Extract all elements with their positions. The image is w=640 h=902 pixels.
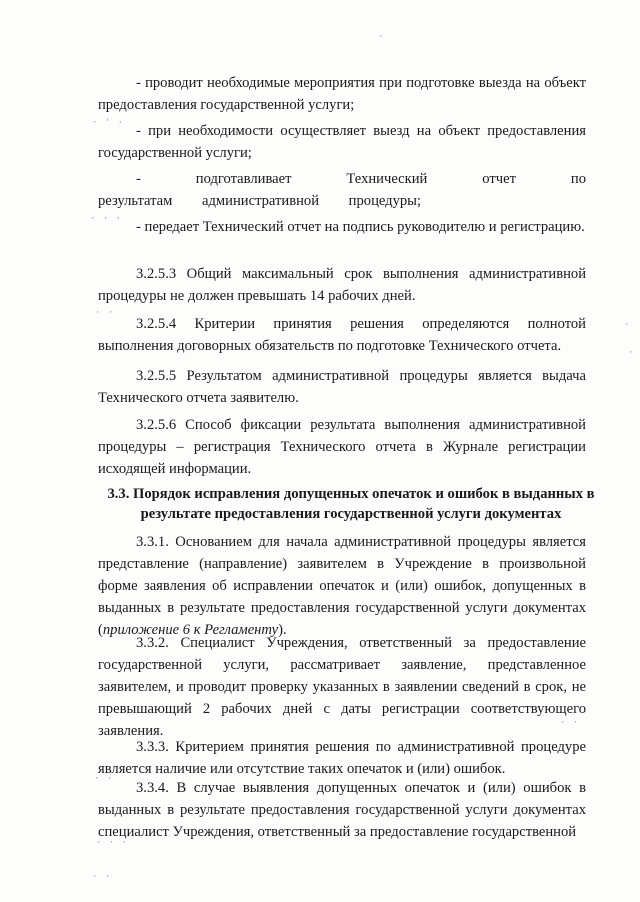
paragraph-item: 3.2.5.5 Результатом административной процедуры является выдача Технического отчета заявителю. (98, 368, 586, 406)
paragraph-item: 3.3.3. Критерием принятия решения по административной процедуре является наличие или отсутствие таких опечаток и (или) ошибок. (98, 739, 586, 777)
paragraph-item: - подготавливает Технический отчет по результатам административной процедуры; (98, 171, 586, 209)
paragraph-item: 3.3.4. В случае выявления допущенных опечаток и (или) ошибок в выданных в результате предоставления государственной услуги документах специалист Учреждения, ответственный за предоставление государственной (98, 780, 586, 840)
scan-speck: · (378, 32, 385, 42)
paragraph-item: - проводит необходимые мероприятия при подготовке выезда на объект предоставления государственной услуги; (98, 75, 586, 113)
scan-speck: · · (95, 308, 115, 318)
scan-speck: · (628, 348, 635, 358)
appendix-reference: приложение 6 к Регламенту (102, 622, 279, 638)
scan-speck: · ' · (92, 118, 125, 128)
scan-speck: · · · (96, 838, 129, 848)
paragraph-item (98, 531, 586, 641)
paragraph-item: - при необходимости осуществляет выезд на объект предоставления государственной услуги; (98, 123, 586, 161)
paragraph-item: - передает Технический отчет на подпись руководителю и регистрацию. (136, 219, 585, 235)
scan-speck: · · · (90, 214, 123, 224)
paragraph-item: 3.2.5.3 Общий максимальный срок выполнения административной процедуры не должен превышать 14 рабочих дней. (98, 266, 586, 304)
paragraph-tail: ). (278, 622, 287, 638)
section-heading: 3.3. Порядок исправления допущенных опечаток и ошибок в выданных в результате предоставления государственной услуги документах (107, 486, 595, 522)
scan-speck: · (624, 320, 631, 330)
scan-speck: · · (560, 718, 580, 728)
paragraph-item: 3.3.2. Специалист Учреждения, ответственный за предоставление государственной услуги, рассматривает заявление, представленное заявителем, и проводит проверку указанных в заявлении сведений в срок, не превышающий 2 рабочих дней с даты регистрации соответствующего заявления. (98, 635, 586, 739)
paragraph-item: 3.2.5.6 Способ фиксации результата выполнения административной процедуры – регистрация Технического отчета в Журнале регистрации исходящей информации. (98, 417, 586, 477)
paragraph-item: 3.2.5.4 Критерии принятия решения определяются полнотой выполнения договорных обязательств по подготовке Технического отчета. (98, 316, 586, 354)
scan-speck: · · (94, 774, 114, 784)
paragraph-text: 3.3.1. Основанием для начала административной процедуры является представление (направление) заявителем в Учреждение в произвольной форме заявления об исправлении опечаток и (или) ошибок, допущенных в выданных в результате предоставления государственной услуги документах ( (98, 534, 586, 638)
scan-speck: · · (92, 872, 112, 882)
